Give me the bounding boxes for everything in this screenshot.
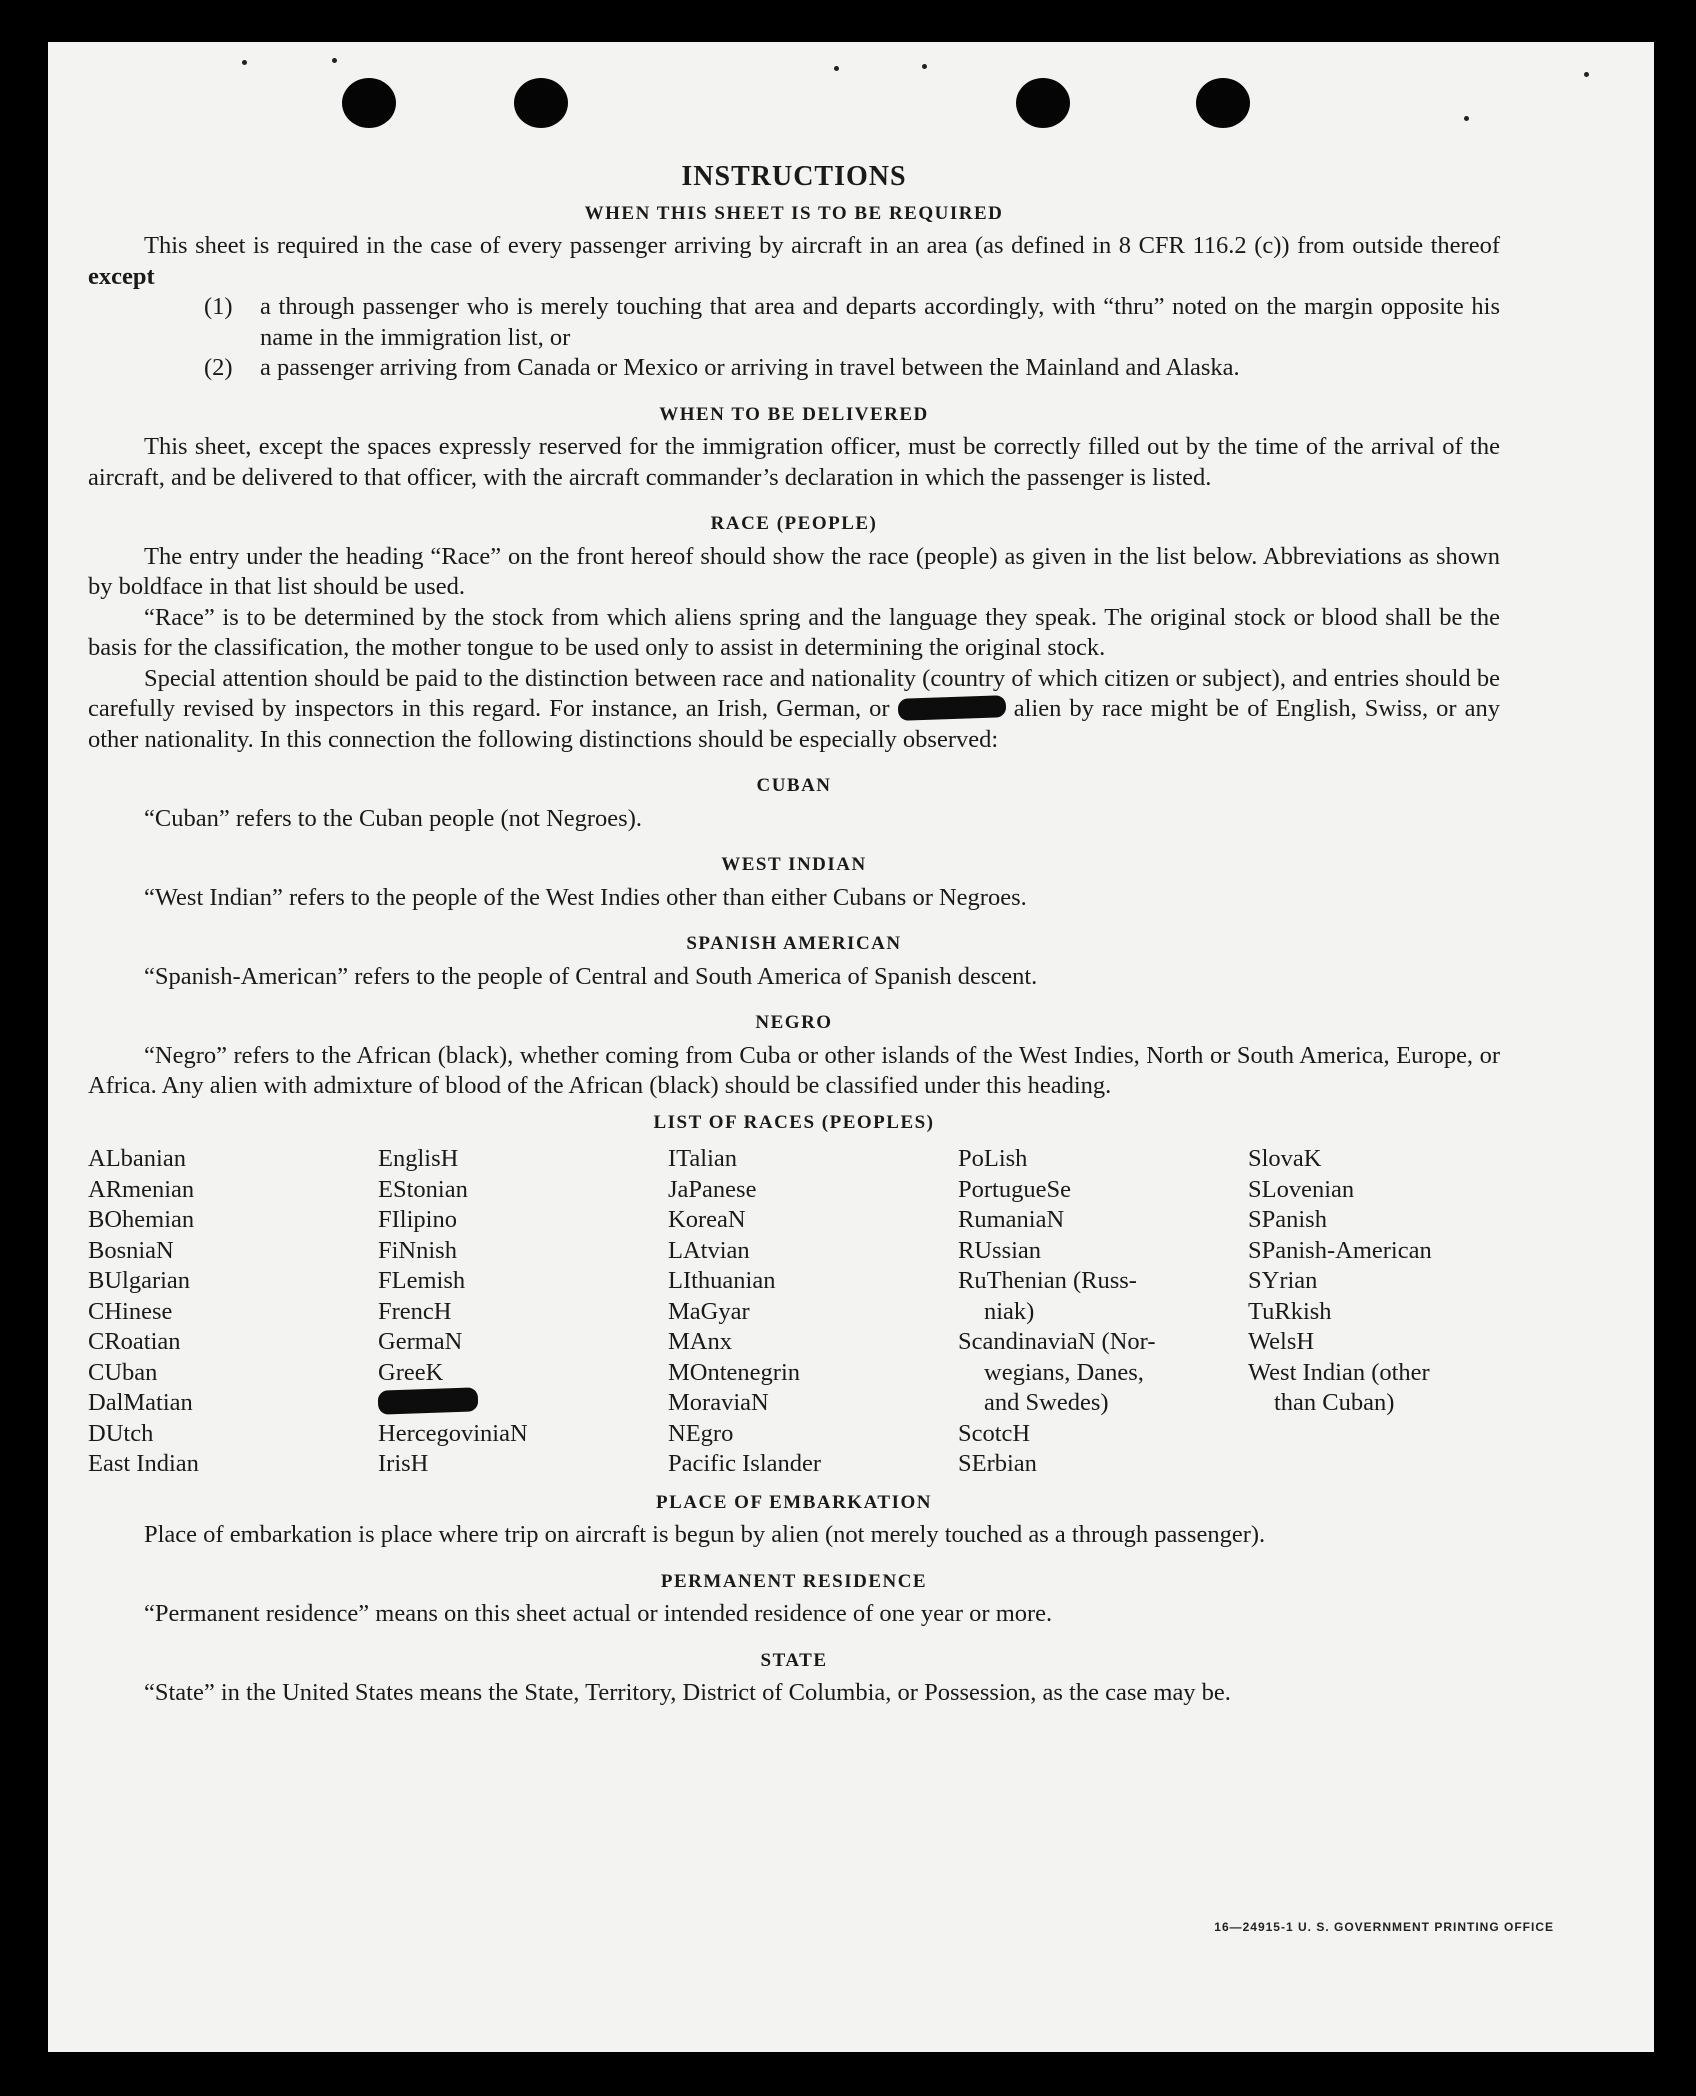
section-heading-spanish-american: SPANISH AMERICAN <box>686 933 902 954</box>
races-column <box>378 1144 668 1480</box>
race-entry: PortugueSe <box>958 1175 1071 1203</box>
section-heading-races-list: LIST OF RACES (PEOPLES) <box>653 1111 935 1133</box>
paragraph-race-2: “Race” is to be determined by the stock from which aliens spring and the language they speak. The original stock or blood shall be the basis for the classification, the mother tongue to be used only to assist in determining the original stock. <box>88 603 1500 661</box>
race-entry: GreeK <box>378 1358 444 1386</box>
races-column <box>958 1144 1248 1480</box>
race-3-text-b: alien by race might be of English, Swiss, or any other nationality. In this connection the following distinctions should be especially observed: <box>88 695 1500 753</box>
race-entry: IrisH <box>378 1450 429 1477</box>
speck <box>834 66 839 71</box>
race-entry: SPanish-American <box>1248 1236 1432 1264</box>
section-heading-state: STATE <box>760 1649 828 1671</box>
race-entry: MAnx <box>668 1328 732 1355</box>
race-entry: BosniaN <box>88 1236 174 1264</box>
document-sheet <box>48 42 1654 2052</box>
printing-office-footer: 16—24915-1 U. S. GOVERNMENT PRINTING OFFICE <box>1214 1920 1554 1934</box>
race-entry: DUtch <box>88 1419 154 1447</box>
punch-hole <box>1016 78 1070 128</box>
race-entry: HercegoviniaN <box>378 1419 528 1447</box>
section-heading-negro: NEGRO <box>755 1012 833 1033</box>
paragraph-cuban: “Cuban” refers to the Cuban people (not Negroes). <box>144 804 642 832</box>
list-item <box>204 353 1500 384</box>
section-heading-west-indian: WEST INDIAN <box>721 854 867 875</box>
race-entry: ITalian <box>668 1145 738 1172</box>
races-column <box>88 1144 378 1480</box>
race-entry: EStonian <box>378 1175 468 1203</box>
redaction-mark <box>378 1387 479 1414</box>
race-entry: TuRkish <box>1248 1297 1332 1325</box>
speck <box>332 58 337 63</box>
section-heading-embarkation: PLACE OF EMBARKATION <box>656 1491 932 1513</box>
page-title: INSTRUCTIONS <box>681 161 907 192</box>
speck <box>242 60 247 65</box>
race-entry: FLemish <box>378 1267 466 1294</box>
race-entry: MaGyar <box>668 1297 750 1325</box>
race-entry: SErbian <box>958 1450 1037 1477</box>
race-entry: LAtvian <box>668 1236 750 1264</box>
race-3-text-a: Special attention should be paid to the distinction between race and nationality (country of which citizen or subject), and entries should be carefully revised by inspectors in this regard. For instance, an Irish, German, or <box>88 664 1500 722</box>
section-heading-required: WHEN THIS SHEET IS TO BE REQUIRED <box>584 202 1004 224</box>
section-heading-residence: PERMANENT RESIDENCE <box>660 1570 928 1592</box>
race-entry: GermaN <box>378 1328 463 1355</box>
race-entry: ScandinaviaN (Nor- <box>958 1328 1156 1355</box>
race-entry: MOntenegrin <box>668 1358 800 1386</box>
race-entry: FrencH <box>378 1297 452 1325</box>
race-entry: EnglisH <box>378 1145 459 1172</box>
race-entry: PoLish <box>958 1145 1028 1172</box>
race-entry: ScotcH <box>958 1419 1031 1447</box>
required-except: except <box>88 262 155 290</box>
race-entry: NEgro <box>668 1419 734 1447</box>
race-entry-continued: wegians, Danes, <box>984 1358 1144 1386</box>
punch-hole <box>514 78 568 128</box>
race-entry: SlovaK <box>1248 1145 1322 1172</box>
races-column <box>668 1144 958 1480</box>
speck <box>1464 116 1469 121</box>
instructions-content <box>88 162 1500 1709</box>
section-heading-race: RACE (PEOPLE) <box>710 513 878 534</box>
list-item <box>204 292 1500 353</box>
race-entry: FiNnish <box>378 1236 457 1264</box>
race-entry: CRoatian <box>88 1328 181 1355</box>
race-entry: CHinese <box>88 1297 173 1325</box>
race-entry: CUban <box>88 1358 158 1386</box>
race-entry: West Indian (other <box>1248 1358 1430 1386</box>
race-entry: RumaniaN <box>958 1206 1065 1233</box>
paragraph-delivered: This sheet, except the spaces expressly reserved for the immigration officer, must be correctly filled out by the time of the arrival of the aircraft, and be delivered to that officer, with the aircraft commander’s declaration in which the passenger is listed. <box>88 433 1500 491</box>
item-text: a passenger arriving from Canada or Mexico or arriving in travel between the Mainland and Alaska. <box>260 354 1240 381</box>
race-entry: DalMatian <box>88 1389 193 1416</box>
race-entry: East Indian <box>88 1450 199 1477</box>
paragraph-embarkation: Place of embarkation is place where trip on aircraft is begun by alien (not merely touched as a through passenger). <box>144 1521 1266 1548</box>
races-column <box>1248 1144 1500 1480</box>
race-entry: JaPanese <box>668 1175 757 1203</box>
paragraph-residence: “Permanent residence” means on this sheet actual or intended residence of one year or more. <box>144 1600 1053 1627</box>
race-entry: SYrian <box>1248 1267 1318 1294</box>
punch-hole <box>342 78 396 128</box>
race-entry: BOhemian <box>88 1206 195 1233</box>
punch-hole <box>1196 78 1250 128</box>
paragraph-state: “State” in the United States means the State, Territory, District of Columbia, or Possession, as the case may be. <box>144 1679 1231 1706</box>
required-text: This sheet is required in the case of every passenger arriving by aircraft in an area (as defined in 8 CFR 116.2 (c)) from outside thereof <box>144 232 1500 259</box>
paragraph-race-1: The entry under the heading “Race” on the front hereof should show the race (people) as given in the list below. Abbreviations as shown by boldface in that list should be used. <box>88 542 1500 600</box>
paragraph-required <box>88 231 1500 292</box>
race-entry: FIlipino <box>378 1206 457 1233</box>
paragraph-race-3 <box>88 664 1500 756</box>
redaction-mark <box>897 695 1006 721</box>
race-entry: SPanish <box>1248 1206 1327 1233</box>
speck <box>922 64 927 69</box>
race-entry: WelsH <box>1248 1328 1315 1355</box>
item-text: a through passenger who is merely touching that area and departs accordingly, with “thru” noted on the margin opposite his name in the immigration list, or <box>260 293 1500 351</box>
race-entry: ARmenian <box>88 1175 195 1203</box>
speck <box>1584 72 1589 77</box>
race-entry: RUssian <box>958 1236 1042 1264</box>
race-entry: SLovenian <box>1248 1175 1355 1203</box>
section-heading-delivered: WHEN TO BE DELIVERED <box>659 403 929 425</box>
race-entry-continued: and Swedes) <box>984 1389 1109 1416</box>
race-entry-continued: than Cuban) <box>1274 1389 1395 1416</box>
race-entry: KoreaN <box>668 1206 746 1233</box>
race-entry: LIthuanian <box>668 1267 776 1294</box>
section-heading-cuban: CUBAN <box>756 775 832 796</box>
races-list <box>88 1144 1500 1480</box>
paragraph-negro: “Negro” refers to the African (black), whether coming from Cuba or other islands of the West Indies, North or South America, Europe, or Africa. Any alien with admixture of blood of the African (black) should be classified under this heading. <box>88 1041 1500 1099</box>
item-number: (1) <box>204 293 233 320</box>
item-number: (2) <box>204 354 233 381</box>
paragraph-spanish-american: “Spanish-American” refers to the people of Central and South America of Spanish descent. <box>144 962 1038 990</box>
race-entry: Pacific Islander <box>668 1450 822 1477</box>
race-entry: BUlgarian <box>88 1267 191 1294</box>
race-entry-redacted <box>378 1388 668 1419</box>
race-entry: ALbanian <box>88 1145 186 1172</box>
paragraph-west-indian: “West Indian” refers to the people of the West Indies other than either Cubans or Negroes. <box>144 883 1027 911</box>
race-entry: MoraviaN <box>668 1389 769 1416</box>
race-entry: RuThenian (Russ- <box>958 1267 1137 1294</box>
race-entry-continued: niak) <box>984 1297 1035 1325</box>
